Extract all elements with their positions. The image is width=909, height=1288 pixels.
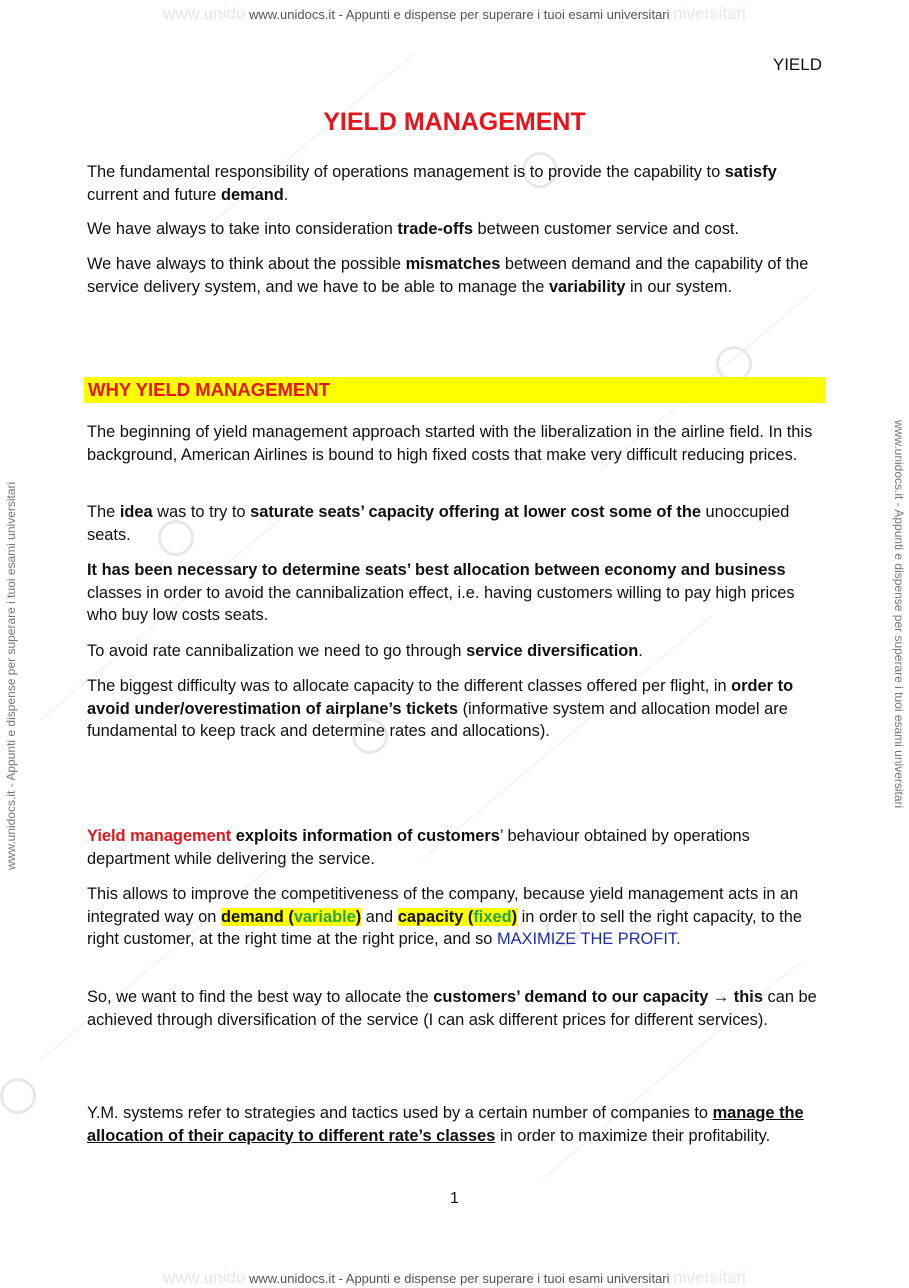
- watermark-top: [0, 4, 909, 24]
- paragraph: Y.M. systems refer to strategies and tactics used by a certain number of companies to manage the allocation of their capacity to different rate’s classes in order to maximize their profitability.: [87, 1104, 804, 1145]
- page-number: 1: [450, 1190, 459, 1207]
- watermark-ghost-left-bottom: www.unido: [163, 1268, 246, 1287]
- paragraph: To avoid rate cannibalization we need to go through service diversification.: [87, 642, 643, 660]
- paragraph: So, we want to find the best way to allocate the customers’ demand to our capacity → this can be achieved through diversification of the service (I can ask different prices for different services).: [87, 988, 817, 1029]
- header-tag: YIELD: [772, 55, 822, 74]
- paragraph: Yield management exploits information of customers’ behaviour obtained by operations department while delivering the service.: [87, 827, 750, 868]
- watermark-ghost-right: niversitari: [673, 4, 746, 23]
- paragraph: This allows to improve the competitiveness of the company, because yield management acts in an integrated way on demand (variable) and capacity (fixed) in order to sell the right capacity, to the right customer, at the right time at the right price, and so MAXIMIZE THE PROFIT.: [87, 885, 802, 948]
- watermark-bottom-text: www.unidocs.it - Appunti e dispense per superare i tuoi esami universitari: [248, 1271, 670, 1286]
- paragraph: The fundamental responsibility of operations management is to provide the capability to satisfy current and future demand.: [87, 163, 777, 204]
- paragraph: The idea was to try to saturate seats’ capacity offering at lower cost some of the unoccupied seats.: [87, 503, 790, 544]
- paragraph: It has been necessary to determine seats’ best allocation between economy and business classes in order to avoid the cannibalization effect, i.e. having customers willing to pay high prices who buy low costs seats.: [87, 561, 795, 624]
- page-title: YIELD MANAGEMENT: [323, 108, 586, 136]
- highlight-demand: demand (variable): [220, 907, 362, 926]
- watermark-top-text: www.unidocs.it - Appunti e dispense per superare i tuoi esami universitari: [248, 7, 670, 22]
- paragraph: We have always to think about the possible mismatches between demand and the capability of the service delivery system, and we have to be able to manage the variability in our system.: [87, 255, 809, 296]
- watermark-ghost-left: www.unido: [163, 4, 246, 23]
- watermark-bottom: [0, 1268, 909, 1288]
- paragraph: The beginning of yield management approach started with the liberalization in the airline field. In this background, American Airlines is bound to high fixed costs that make very difficult reducing prices.: [87, 423, 813, 464]
- highlight-capacity: capacity (fixed): [397, 907, 518, 926]
- watermark-logo-icon: [0, 1078, 36, 1114]
- watermark-ghost-right-bottom: niversitari: [673, 1268, 746, 1287]
- section-heading: WHY YIELD MANAGEMENT: [84, 377, 826, 403]
- paragraph: The biggest difficulty was to allocate capacity to the different classes offered per flight, in order to avoid under/overestimation of airplane’s tickets (informative system and allocation model are fundamental to keep track and determine rates and allocations).: [87, 677, 794, 740]
- watermark-left: www.unidocs.it - Appunti e dispense per superare i tuoi esami universitari: [4, 481, 18, 870]
- paragraph: We have always to take into consideration trade-offs between customer service and cost.: [87, 220, 740, 238]
- watermark-right: www.unidocs.it - Appunti e dispense per superare i tuoi esami universitari: [892, 420, 906, 809]
